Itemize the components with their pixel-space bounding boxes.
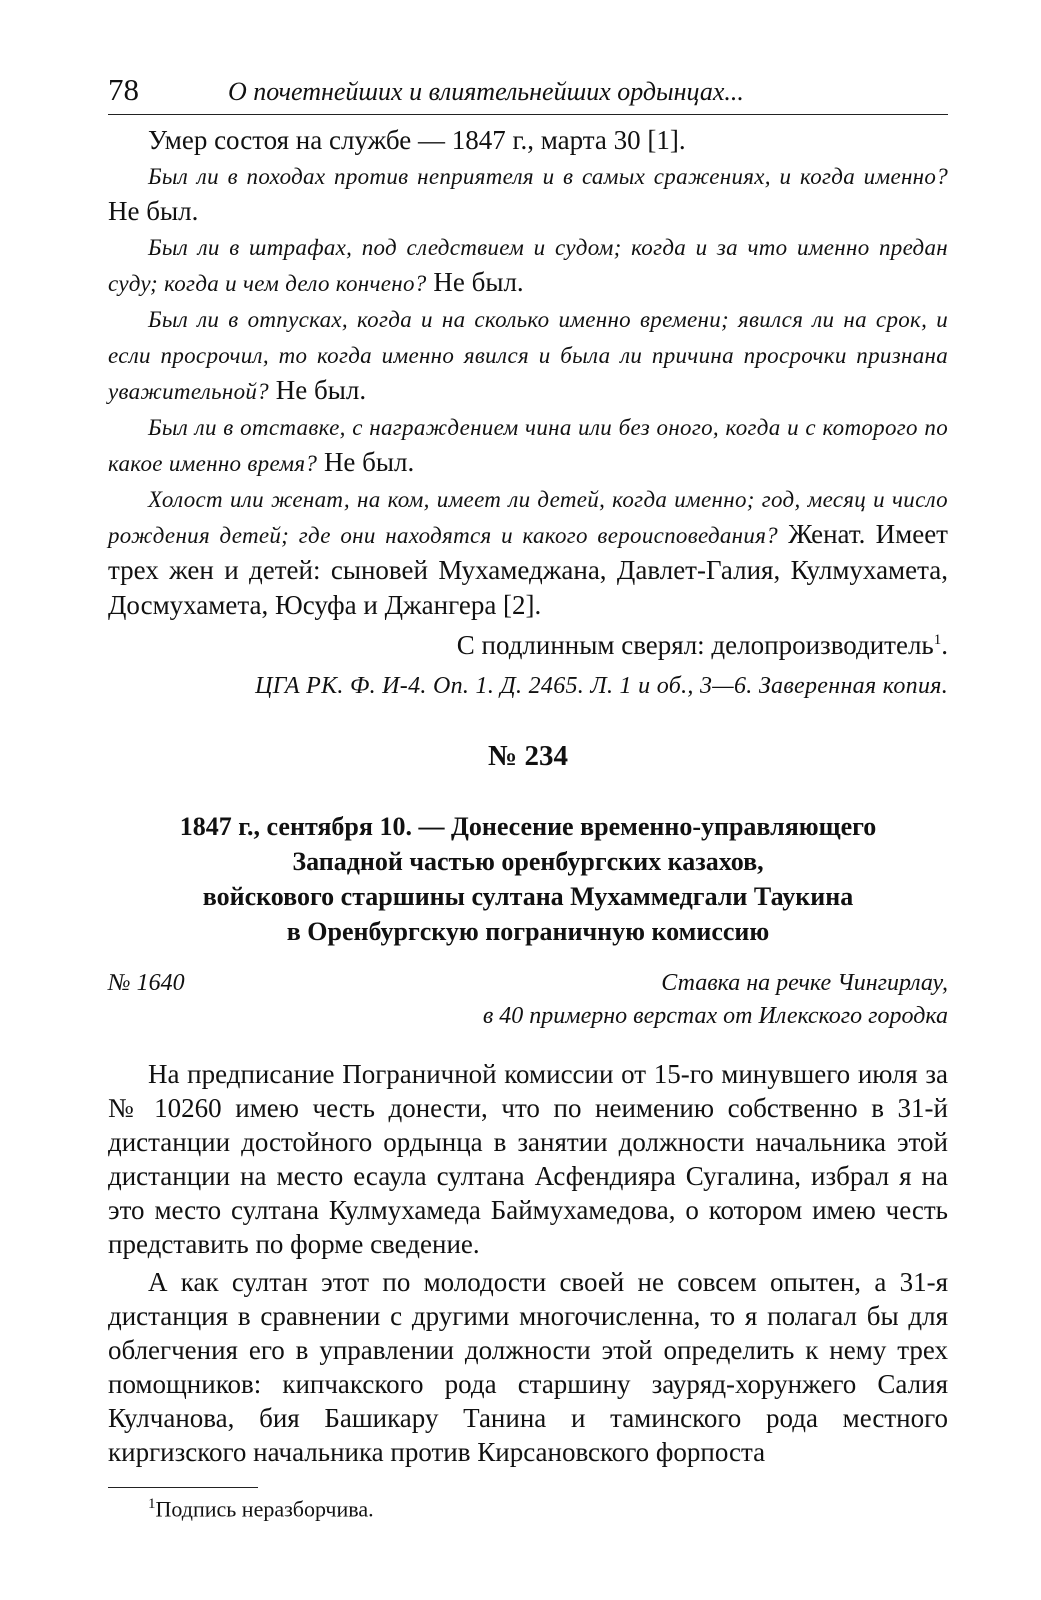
footnote <box>148 1496 948 1522</box>
answer: Не был. <box>323 447 415 477</box>
title-line: Западной частью оренбургских казахов, <box>292 847 764 876</box>
outgoing-number: № 1640 <box>108 970 185 996</box>
verified-text: С подлинным сверял: делопроизводитель <box>456 630 934 660</box>
place-line: Ставка на речке Чингирлау, <box>661 970 948 996</box>
qa-item <box>108 481 948 623</box>
title-line: войскового старшины султана Мухаммедгали Таукина <box>202 882 854 911</box>
page-number: 78 <box>108 72 139 107</box>
footnote-divider <box>108 1487 258 1488</box>
document-number: № 234 <box>488 740 568 772</box>
answer: Не был. <box>275 375 367 405</box>
question: Был ли в штрафах, под следствием и судом; когда и за что именно предан суду; когда и чем дело кончено? <box>108 235 948 296</box>
title-line: в Оренбургскую пограничную комиссию <box>286 917 770 946</box>
archive-reference: ЦГА РК. Ф. И-4. Оп. 1. Д. 2465. Л. 1 и об., 3—6. Заверенная копия. <box>255 673 948 699</box>
page <box>108 72 948 1522</box>
footnote-mark: 1 <box>148 1496 156 1512</box>
paragraph: А как султан этот по молодости своей не совсем опытен, а 31-я дистанция в сравнении с другими многочисленна, то я полагал бы для облегчения его в управлении должности этой определить к нему трех помощников: кипчакского рода старшину зауряд-хорунжего Салия Кулчанова, бия Башикару Танина и таминского рода местного киргизского начальника против Кирсановского форпоста <box>108 1267 948 1467</box>
question: Был ли в походах против неприятеля и в самых сражениях, и когда именно? <box>148 164 948 189</box>
running-header <box>108 72 948 115</box>
verified-line: С подлинным сверял: делопроизводитель$^1$. <box>456 630 948 660</box>
footnote-text: Подпись неразборчива. <box>155 1496 374 1522</box>
running-title: О почетнейших и влиятельнейших ордынцах... <box>228 77 744 106</box>
place-line: в 40 примерно верстах от Илекского городка <box>482 1003 948 1029</box>
place <box>483 967 948 1033</box>
question: Холост или женат, на ком, имеет ли детей, когда именно; год, месяц и число рождения детей; где они находятся и какого вероисповедания? <box>108 487 948 548</box>
question: Был ли в отставке, с награждением чина или без оного, когда и с которого по какое именно время? <box>108 415 948 476</box>
qa-item <box>108 301 948 409</box>
qa-item <box>108 409 948 481</box>
question: Был ли в отпусках, когда и на сколько именно времени; явился ли на срок, и если просрочил, то когда именно явился и была ли причина просрочки признана уважительной? <box>108 307 948 404</box>
answer: Не был. <box>433 267 524 297</box>
died-line: Умер состоя на службе — 1847 г., марта 30 [1]. <box>148 125 686 155</box>
document-meta <box>108 967 948 1033</box>
answer: Женат. Имеет трех жен и детей: сыновей Мухамеджана, Давлет-Галия, Кулмухамета, Досмухамета, Юсуфа и Джангера [2]. <box>108 519 948 620</box>
footnote-ref: 1 <box>933 632 942 648</box>
paragraph: На предписание Пограничной комиссии от 15-го минувшего июля за № 10260 имею честь донести, что по неимению собственно в 31-й дистанции достойного ордынца в занятии должности начальника этой дистанции на место есаула султана Асфендияра Сугалина, избрал я на это место султана Кулмухамеда Баймухамедова, о котором имею честь представить по форме сведение. <box>108 1059 948 1259</box>
qa-item <box>108 158 948 229</box>
answer: Не был. <box>108 196 199 226</box>
qa-item <box>108 229 948 301</box>
document-title <box>108 809 948 949</box>
title-line: 1847 г., сентября 10. — Донесение временно-управляющего <box>179 812 877 841</box>
